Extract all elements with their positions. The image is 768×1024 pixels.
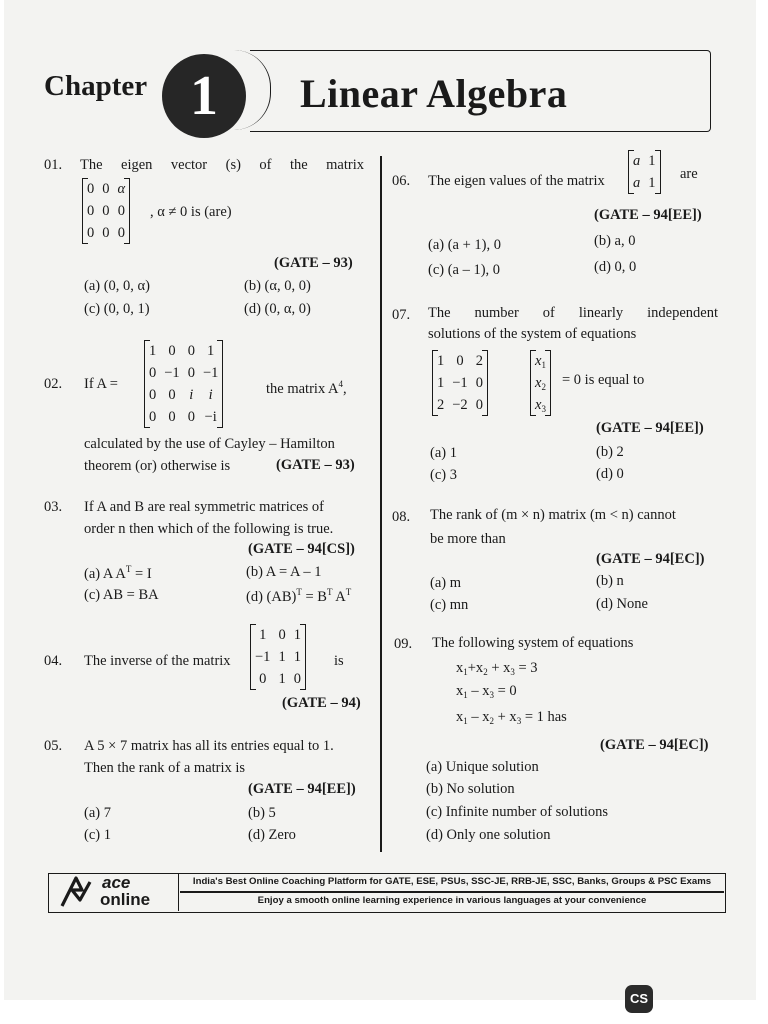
question-line: Then the rank of a matrix is [84, 760, 246, 776]
question-line: theorem (or) otherwise is [84, 458, 231, 474]
option-d-text: (d) (AB) [246, 589, 297, 605]
option-b: (b) 2 [596, 444, 624, 460]
matrix-cell: −1 [202, 364, 219, 381]
exam-tag: (GATE – 94[EE]) [248, 781, 356, 797]
matrix-cell: 1 [437, 374, 445, 391]
equation: $x_1 - x_2 + x_3 = 1$ has [456, 709, 567, 726]
chapter-number: 1 [190, 65, 218, 127]
option-c: (c) Infinite number of solutions [426, 804, 609, 820]
exam-tag: (GATE – 94[EE]) [596, 420, 704, 436]
matrix-cell: 0 [117, 202, 125, 219]
logo-text-bottom: online [100, 890, 151, 909]
matrix [82, 178, 130, 244]
question-line: The number of linearly independent [428, 305, 718, 321]
matrix-cell: 0 [168, 386, 176, 403]
question-number: 08. [392, 509, 411, 525]
option-c: (c) mn [430, 597, 469, 613]
question-number: 01. [44, 157, 63, 173]
option-a-text: (a) A A [84, 566, 126, 582]
option-d [246, 587, 351, 606]
question-condition: , α ≠ 0 is (are) [150, 204, 232, 220]
exam-tag: (GATE – 94[EE]) [594, 207, 702, 223]
option-a: (a) m [430, 575, 461, 591]
question-line: solutions of the system of equations [428, 326, 637, 342]
option-c: (c) AB = BA [84, 587, 159, 603]
page [4, 0, 756, 1000]
suffix-end: , [343, 381, 347, 397]
matrix-cell: 1 [293, 626, 301, 643]
option-d: (d) None [596, 596, 648, 612]
option-a: (a) (a + 1), 0 [428, 237, 501, 253]
matrix-cell: a [633, 152, 641, 169]
footer-tagline: India's Best Online Coaching Platform for GATE, ESE, PSUs, SSC-JE, RRB-JE, SSC, Banks, Groups & PSC Exams [192, 876, 712, 887]
matrix-cell: 0 [117, 224, 125, 241]
question-text: The eigen vector (s) of the matrix [80, 157, 364, 173]
chapter-label: Chapter [44, 70, 148, 102]
matrix-cell: 1 [278, 670, 286, 687]
matrix-cell: 0 [102, 180, 110, 197]
equation: $x_1+x_2 + x_3 = 3$ [456, 660, 538, 677]
matrix-cell: i [208, 386, 213, 403]
question-line: A 5 × 7 matrix has all its entries equal to 1. [84, 738, 334, 754]
option-a: (a) 1 [430, 445, 457, 461]
option-d-mid: = B [301, 589, 327, 605]
option-a: (a) Unique solution [426, 759, 539, 775]
question-number: 02. [44, 376, 63, 392]
question-line: calculated by the use of Cayley – Hamilton [84, 436, 335, 452]
option-a [84, 564, 152, 583]
matrix-cell: 1 [437, 352, 445, 369]
matrix-cell: 2 [437, 396, 445, 413]
matrix-cell: −i [204, 408, 217, 425]
option-b: (b) a, 0 [594, 233, 636, 249]
option-c: (c) (0, 0, 1) [84, 301, 150, 317]
question-number: 04. [44, 653, 63, 669]
question-number: 07. [392, 307, 411, 323]
option-c: (c) 1 [84, 827, 111, 843]
matrix-cell: a [633, 174, 641, 191]
question-suffix: = 0 is equal to [562, 372, 645, 388]
matrix-cell: 1 [149, 342, 157, 359]
option-d: (d) 0 [596, 466, 624, 482]
option-a: (a) (0, 0, α) [84, 278, 150, 294]
question-line: The rank of (m × n) matrix (m < n) cannot [430, 507, 676, 523]
matrix-cell: 0 [475, 374, 483, 391]
option-b: (b) No solution [426, 781, 515, 797]
matrix-cell: 0 [187, 342, 195, 359]
option-d-end: A [332, 589, 346, 605]
matrix-cell: −2 [452, 396, 468, 413]
matrix-cell: −1 [164, 364, 180, 381]
option-d: (d) 0, 0 [594, 259, 637, 275]
vector-cell: $x_3$ [535, 396, 546, 414]
transpose-mark: T [345, 587, 352, 597]
exam-tag: (GATE – 94[CS]) [248, 541, 355, 557]
ace-logo-icon [60, 876, 96, 913]
option-a-end: = I [131, 566, 152, 582]
matrix-cell: 0 [102, 224, 110, 241]
matrix-cell: 0 [149, 386, 157, 403]
transpose-mark: T [326, 587, 333, 597]
exam-tag: (GATE – 93) [276, 457, 355, 473]
camscanner-badge-text: CS [629, 991, 649, 1006]
option-a: (a) 7 [84, 805, 111, 821]
matrix-cell: 0 [293, 670, 301, 687]
logo-text-top: ace [102, 873, 131, 892]
option-c: (c) (a – 1), 0 [428, 262, 501, 278]
matrix-cell: 0 [259, 670, 267, 687]
option-b: (b) A = A – 1 [246, 564, 322, 580]
option-d: (d) Zero [248, 827, 296, 843]
matrix-cell: 1 [259, 626, 267, 643]
option-c: (c) 3 [430, 467, 457, 483]
matrix-cell: 1 [648, 152, 656, 169]
matrix-cell: 0 [187, 364, 195, 381]
matrix-cell: 0 [149, 408, 157, 425]
question-prefix: If A = [84, 376, 118, 392]
matrix-cell: 2 [475, 352, 483, 369]
matrix-cell: 1 [207, 342, 215, 359]
matrix-cell: 0 [168, 408, 176, 425]
exam-tag: (GATE – 94) [282, 695, 361, 711]
footer-subline: Enjoy a smooth online learning experience in various languages at your convenience [257, 895, 647, 906]
question-number: 03. [44, 499, 63, 515]
matrix-cell: 0 [278, 626, 286, 643]
question-number: 06. [392, 173, 411, 189]
option-b: (b) (α, 0, 0) [244, 278, 311, 294]
matrix-cell: 0 [87, 224, 95, 241]
option-b: (b) n [596, 573, 624, 589]
question-number: 09. [394, 636, 413, 652]
matrix-cell: 0 [102, 202, 110, 219]
option-d: (d) Only one solution [426, 827, 551, 843]
column-divider [380, 156, 382, 852]
matrix-cell: 0 [168, 342, 176, 359]
page-title: Linear Algebra [300, 71, 568, 116]
exam-tag: (GATE – 94[EC]) [600, 737, 709, 753]
power: 4 [338, 379, 343, 389]
question-line: If A and B are real symmetric matrices of [84, 499, 324, 515]
matrix [628, 150, 661, 194]
option-b: (b) 5 [248, 805, 276, 821]
question-number: 05. [44, 738, 63, 754]
matrix-cell: 0 [456, 352, 464, 369]
equation: $x_1 - x_3 = 0$ [456, 683, 517, 700]
transpose-mark: T [296, 587, 302, 597]
matrix-cell: 0 [87, 202, 95, 219]
matrix-cell: 1 [278, 648, 286, 665]
question-suffix: is [334, 653, 344, 669]
matrix [432, 350, 488, 416]
question-line: order n then which of the following is true. [84, 521, 334, 537]
option-d: (d) (0, α, 0) [244, 301, 311, 317]
matrix-cell: −1 [255, 648, 271, 665]
matrix-cell: α [117, 180, 126, 197]
matrix-cell: 0 [149, 364, 157, 381]
matrix-cell: i [189, 386, 194, 403]
variable-vector [530, 350, 551, 416]
matrix [250, 624, 306, 690]
matrix-cell: 1 [293, 648, 301, 665]
footer-divider [180, 891, 724, 893]
matrix-cell: 1 [648, 174, 656, 191]
vector-cell: $x_2$ [535, 374, 546, 392]
question-suffix: are [680, 166, 698, 182]
exam-tag: (GATE – 94[EC]) [596, 551, 705, 567]
matrix [144, 340, 223, 428]
question-line: be more than [430, 531, 506, 547]
exam-tag: (GATE – 93) [274, 255, 353, 271]
question-line: The following system of equations [432, 635, 634, 651]
question-text: The eigen values of the matrix [428, 173, 605, 189]
vector-cell: $x_1$ [535, 352, 546, 370]
suffix-text: the matrix A [266, 381, 339, 397]
matrix-cell: 0 [475, 396, 483, 413]
matrix-cell: 0 [187, 408, 195, 425]
transpose-mark: T [125, 564, 132, 574]
matrix-cell: −1 [452, 374, 468, 391]
question-suffix [266, 373, 347, 400]
matrix-cell: 0 [87, 180, 95, 197]
question-text: The inverse of the matrix [84, 653, 231, 669]
